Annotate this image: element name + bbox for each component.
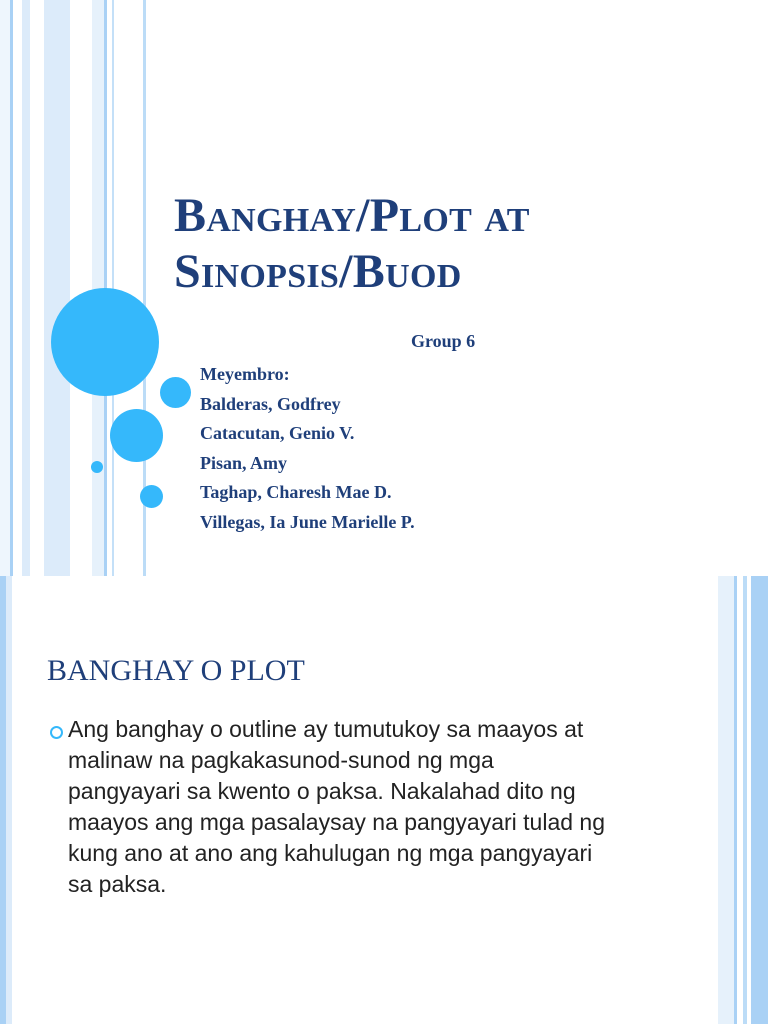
- bullet-text-line: sa paksa.: [68, 871, 167, 897]
- member-name: Catacutan, Genio V.: [200, 423, 355, 443]
- bullet-text-line: pangyayari sa kwento o paksa. Nakalahad dito ng: [68, 778, 576, 804]
- slide-title: [174, 188, 754, 300]
- decorative-band: [44, 0, 70, 576]
- member-list-heading: Meyembro:: [200, 364, 290, 384]
- member-list: [200, 360, 415, 537]
- member-name: Taghap, Charesh Mae D.: [200, 482, 392, 502]
- decorative-band: [718, 576, 734, 1024]
- decorative-band: [30, 0, 44, 576]
- decorative-band: [22, 0, 30, 576]
- slide-title-line: Sinopsis/Buod: [174, 245, 462, 298]
- member-name: Pisan, Amy: [200, 452, 288, 473]
- bullet-circle-icon: [50, 726, 63, 739]
- group-label: Group 6: [411, 331, 476, 351]
- bullet-text-line: maayos ang mga pasalaysay na pangyayari tulad ng: [68, 809, 606, 835]
- slide-2: [0, 576, 768, 1024]
- decorative-circle: [91, 461, 103, 473]
- decorative-band: [70, 0, 92, 576]
- bullet-text-line: malinaw na pagkakasunod-sunod ng mga: [68, 747, 494, 773]
- member-name: Balderas, Godfrey: [200, 393, 341, 414]
- decorative-band: [13, 0, 22, 576]
- slide-title-line: Banghay/Plot at: [174, 189, 530, 242]
- bullet-text-line: kung ano at ano ang kahulugan ng mga pangyayari: [68, 840, 593, 866]
- decorative-circle: [110, 409, 163, 462]
- decorative-band: [6, 576, 12, 1024]
- decorative-circle: [140, 485, 163, 508]
- decorative-circle: [51, 288, 159, 396]
- bullet-text: [68, 714, 688, 900]
- decorative-band: [0, 0, 10, 576]
- slide-heading: BANGHAY O PLOT: [47, 654, 305, 687]
- decorative-circle: [160, 377, 191, 408]
- member-name: Villegas, Ia June Marielle P.: [200, 511, 415, 532]
- decorative-band: [751, 576, 768, 1024]
- bullet-text-line: Ang banghay o outline ay tumutukoy sa maayos at: [68, 716, 584, 742]
